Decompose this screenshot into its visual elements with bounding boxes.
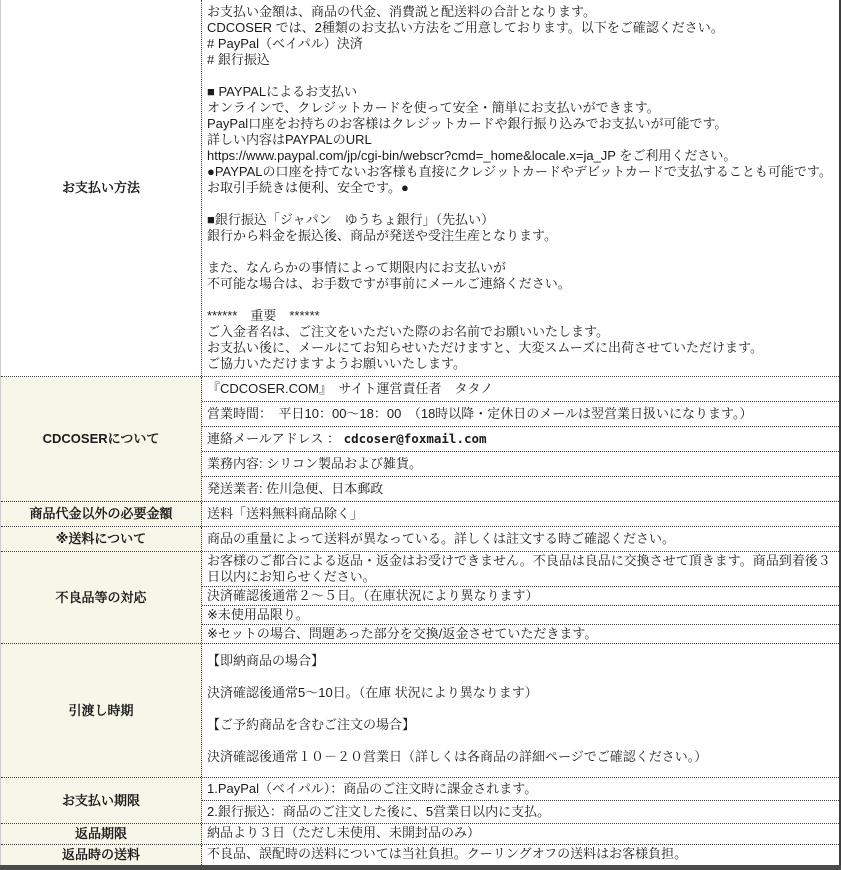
business-hours-row: 営業時間： 平日10：00～18：00 （18時以降・定休日のメールは翌営業日扱いになります。） <box>202 401 839 426</box>
section-return-shipping-fee <box>1 844 839 865</box>
section-delivery-time <box>1 643 839 777</box>
shipping-note-text: 商品の重量によって送料が異なっている。詳しくは註文する時ご確認ください。 <box>207 531 676 546</box>
delivery-time-text: 【即納商品の場合】 決済確認後通常5～10日。（在庫 状況により異なります） 【ご予約商品を含むご注文の場合】 決済確認後通常１０－２０営業日（詳しくは各商品の詳細ページでご確認ください。） <box>207 653 708 764</box>
row-label-extra-fees: 商品代金以外の必要金額 <box>1 502 202 526</box>
row-label-payment-method: お支払い方法 <box>1 0 202 376</box>
defective-policy-row: お客様のご都合による返品・返金はお受けできません。不良品は良品に交換させて頂きます。商品到着後３日以内にお知らせください。 <box>207 553 831 584</box>
contact-email-row <box>202 426 839 451</box>
contact-email-label: 連絡メールアドレス ： <box>207 431 344 446</box>
return-shipping-fee-text: 不良品、誤配時の送料については当社負担。クーリングオフの送料はお客様負担。 <box>207 846 688 861</box>
site-operator-row: 『CDCOSER.COM』 サイト運営責任者 タタノ <box>207 381 494 396</box>
payment-method-text: お支払い金額は、商品の代金、消費説と配送料の合計となります。 CDCOSER では、2種類のお支払い方法をご用意しております。以下をご確認ください。 # PayPal（ベイパル）決済 # 銀行振込 ■ PAYPALによるお支払い オンラインで、クレジットカードを使って安全・簡単にお支払いができます。 PayPal口座をお持ちのお客様はクレジットカードや銀行振り込みでお支払いが可能です。 詳しい内容はPAYPALのURL https://www.paypal.com/jp/cgi-bin/webscr?cmd=_home&locale.x=ja_JP をご利用ください。 ●PAYPALの口座を持てないお客様も直接にクレジットカードやデビットカードで支払することも可能です。 お取引手続きは便利、安全です。● ■銀行振込「ジャパン ゆうちょ銀行」（先払い） 銀行から料金を振込後、商品が発送や受注生産となります。 また、なんらかの事情によって期限内にお支払いが 不可能な場合は、お手数ですが事前にメールご連絡ください。 ****** 重要 ****** ご入金者名は、ご注文をいただいた際のお名前でお願いいたします。 お支払い後に、メールにてお知らせいただけますと、大変スムーズに出荷させていただけます。 ご協力いただけますようお願いいたします。 <box>207 4 832 371</box>
section-payment-method <box>1 0 839 376</box>
section-return-deadline <box>1 823 839 844</box>
extra-fees-text: 送料「送料無料商品除く」 <box>207 506 364 521</box>
defective-unused-only-row: ※未使用品限り。 <box>202 605 839 624</box>
payment-deadline-bank-row: 2.銀行振込：商品のご注文した後に、5営業日以内に支払。 <box>202 800 839 823</box>
section-about-cdcoser <box>1 376 839 501</box>
section-extra-fees <box>1 501 839 526</box>
row-label-return-deadline: 返品期限 <box>1 824 202 844</box>
row-label-delivery-time: 引渡し時期 <box>1 644 202 777</box>
section-shipping-note <box>1 526 839 551</box>
row-label-payment-deadline: お支払い期限 <box>1 778 202 823</box>
section-defective-items <box>1 551 839 643</box>
row-label-shipping-note: ※送料について <box>1 527 202 551</box>
contact-email-address: cdcoser@foxmail.com <box>343 431 487 446</box>
business-description-row: 業務内容: シリコン製品および雑貨。 <box>202 451 839 476</box>
row-label-defective-items: 不良品等の対応 <box>1 552 202 643</box>
shipping-carrier-row: 発送業者: 佐川急便、日本郵政 <box>202 476 839 501</box>
row-label-return-shipping-fee: 返品時の送料 <box>1 845 202 865</box>
row-label-about-cdcoser: CDCOSERについて <box>1 377 202 501</box>
return-deadline-text: 納品より３日（ただし未使用、未開封品のみ） <box>207 825 481 840</box>
section-payment-deadline <box>1 777 839 823</box>
defective-exchange-time-row: 決済確認後通常２～５日。（在庫状況により異なります） <box>202 586 839 605</box>
payment-deadline-paypal-row: 1.PayPal（ベイパル）：商品のご注文時に課金されます。 <box>207 781 538 796</box>
defective-set-policy-row: ※セットの場合、問題あった部分を交換/返金させていただきます。 <box>202 624 839 643</box>
